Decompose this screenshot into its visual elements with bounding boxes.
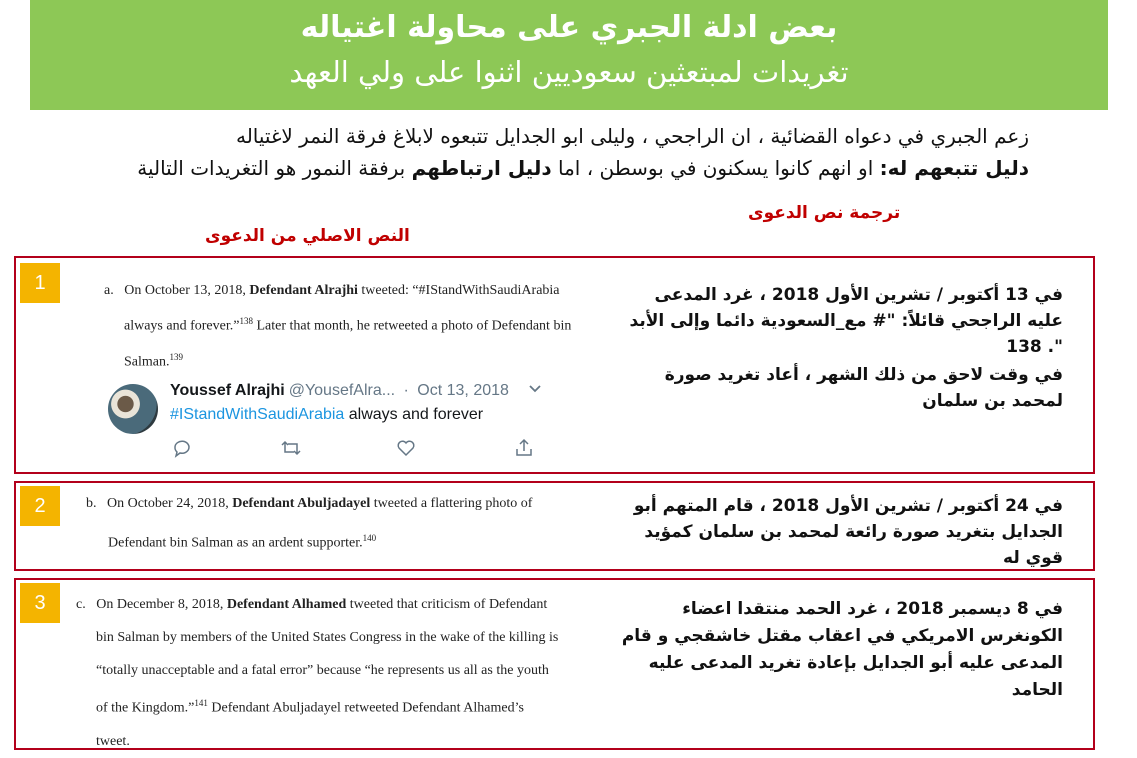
tweet-separator: ·	[399, 382, 414, 399]
legal-defendant: Defendant Alrajhi	[249, 283, 358, 298]
evidence-box-2	[14, 481, 1095, 571]
evidence-box-1	[14, 256, 1095, 474]
legal-line	[76, 687, 596, 725]
legal-text-a	[104, 276, 574, 377]
legal-line: tweet.	[96, 733, 130, 749]
tweet-date[interactable]: Oct 13, 2018	[417, 382, 509, 399]
legal-line: bin Salman by members of the United States Congress in the wake of the killing is	[96, 630, 559, 645]
banner-subtitle: تغريدات لمبتعثين سعوديين اثنوا على ولي العهد	[289, 55, 849, 89]
legal-defendant: Defendant Abuljadayel	[232, 496, 371, 511]
footnote-ref: 141	[194, 698, 208, 708]
legal-line	[76, 588, 596, 621]
intro-line-1: زعم الجبري في دعواه القضائية ، ان الراجحي ، وليلى ابو الجدايل تتبعوه لابلاغ فرقة النمر لاغتياله	[235, 124, 1029, 148]
item-number-badge: 2	[20, 486, 60, 526]
tweet-hashtag[interactable]: #IStandWithSaudiArabia	[170, 406, 345, 423]
tweet-body: always and forever	[344, 406, 484, 423]
intro-text-1: او انهم كانوا يسكنون في بوسطن ، اما	[551, 156, 880, 180]
legal-text: Later that month, he retweeted a photo of Defendant bin	[252, 318, 572, 334]
legal-text: Defendant bin Salman as an ardent supporter.	[108, 535, 363, 551]
footnote-ref: 140	[362, 533, 377, 543]
legal-text: always and forever.”	[124, 318, 240, 334]
item-number-badge: 3	[20, 583, 60, 623]
legal-text: Salman.	[124, 354, 170, 370]
chevron-down-icon[interactable]	[528, 384, 542, 394]
legal-pre: On December 8, 2018,	[96, 597, 227, 612]
banner-title: بعض ادلة الجبري على محاولة اغتياله	[300, 10, 838, 45]
tweet-header	[170, 382, 509, 400]
legal-line	[86, 521, 606, 561]
tweet-author-name[interactable]: Youssef Alrajhi	[170, 382, 285, 399]
legal-post: tweeted a flattering photo of	[370, 496, 533, 511]
translation-label: ترجمة نص الدعوى	[748, 203, 901, 223]
legal-text: Defendant Abuljadayel retweeted Defendant Alhamed’s	[207, 700, 524, 716]
tweet-handle[interactable]: @YousefAlra...	[288, 382, 396, 399]
evidence-box-3	[14, 578, 1095, 750]
legal-line	[104, 342, 574, 378]
legal-line	[86, 487, 606, 521]
tweet-text	[170, 406, 483, 424]
footnote-ref: 138	[239, 316, 253, 326]
original-label: النص الاصلي من الدعوى	[205, 226, 410, 246]
legal-text: of the Kingdom.”	[96, 700, 195, 716]
legal-defendant: Defendant Alhamed	[226, 597, 347, 612]
legal-text-c	[76, 588, 596, 758]
legal-prefix: b.	[86, 496, 97, 511]
legal-prefix: a.	[104, 283, 114, 298]
avatar[interactable]	[108, 384, 158, 434]
footnote-ref: 139	[169, 351, 183, 362]
header-banner	[30, 0, 1108, 110]
share-icon[interactable]	[514, 438, 534, 458]
arabic-translation-1: في 13 أكتوبر / تشرين الأول 2018 ، غرد المدعى عليه الراجحي قائلاً: "# مع_السعودية دائما وإلى الأبد ". 138	[629, 285, 1063, 357]
intro-paragraph	[89, 120, 1029, 184]
legal-pre: On October 13, 2018,	[124, 283, 250, 298]
legal-line	[104, 276, 574, 306]
intro-text-2: برفقة النمور هو التغريدات التالية	[137, 156, 412, 180]
arabic-translation-3: في 8 ديسمبر 2018 ، غرد الحمد منتقدا اعضاء الكونغرس الامريكي في اعقاب مقتل خاشقجي و قام المدعى عليه أبو الجدايل بإعادة تغريد المدعى عليه الحامد	[621, 599, 1063, 700]
arabic-translation-2: في 24 أكتوبر / تشرين الأول 2018 ، قام المتهم أبو الجدايل بتغريد صورة رائعة لمحمد بن سلمان كمؤيد قوي له	[633, 496, 1063, 568]
intro-bold-link: دليل ارتباطهم	[411, 156, 552, 180]
legal-post: tweeted that criticism of Defendant	[346, 597, 548, 612]
intro-line-2	[89, 152, 1029, 184]
reply-icon[interactable]	[172, 438, 192, 458]
legal-post: tweeted: “#IStandWithSaudiArabia	[357, 283, 560, 298]
like-icon[interactable]	[396, 438, 416, 458]
legal-text-b	[86, 487, 606, 561]
legal-line	[104, 306, 574, 342]
retweet-icon[interactable]	[280, 438, 302, 458]
embedded-tweet[interactable]	[108, 378, 548, 468]
item-number-badge: 1	[20, 263, 60, 303]
tweet-actions	[170, 438, 550, 462]
intro-bold-tracking: دليل تتبعهم له:	[879, 156, 1029, 180]
legal-prefix: c.	[76, 597, 86, 612]
arabic-translation-1b: في وقت لاحق من ذلك الشهر ، أعاد تغريد صورة لمحمد بن سلمان	[664, 365, 1063, 411]
legal-line: “totally unacceptable and a fatal error” because “he represents us all as the youth	[96, 663, 549, 678]
legal-pre: On October 24, 2018,	[107, 496, 233, 511]
